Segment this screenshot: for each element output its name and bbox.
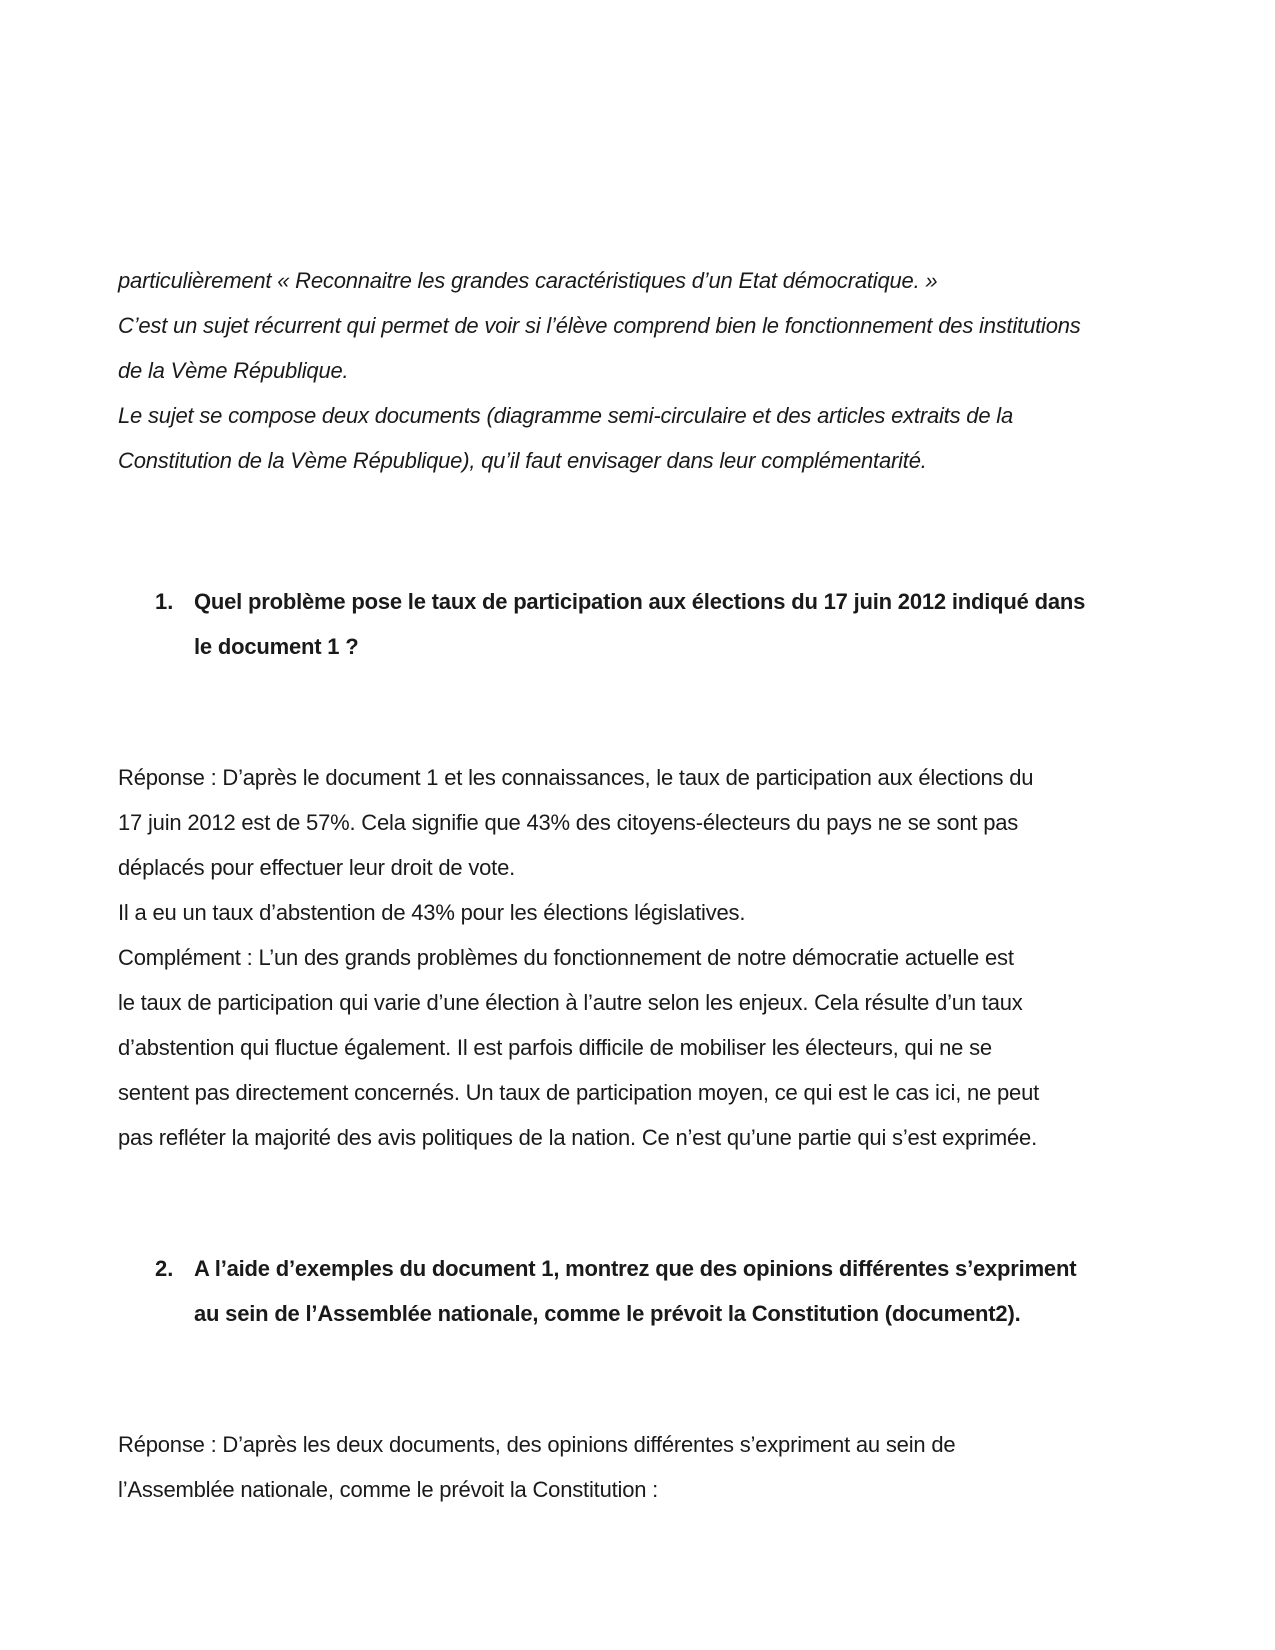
intro-line: Le sujet se compose deux documents (diagramme semi-circulaire et des articles extraits de la bbox=[118, 403, 1013, 428]
question-line: le document 1 ? bbox=[194, 634, 359, 659]
answer-line: déplacés pour effectuer leur droit de vote. bbox=[118, 855, 516, 880]
answer-line: sentent pas directement concernés. Un taux de participation moyen, ce qui est le cas ici, ne peut bbox=[118, 1080, 1040, 1105]
answer-line: Réponse : D’après les deux documents, des opinions différentes s’expriment au sein de bbox=[118, 1432, 956, 1457]
question-1 bbox=[118, 579, 1163, 669]
answer-line: 17 juin 2012 est de 57%. Cela signifie que 43% des citoyens-électeurs du pays ne se sont pas bbox=[118, 810, 1019, 835]
intro-line: particulièrement « Reconnaitre les grandes caractéristiques d’un Etat démocratique. » bbox=[118, 268, 938, 293]
question-line: au sein de l’Assemblée nationale, comme le prévoit la Constitution (document2). bbox=[194, 1301, 1021, 1326]
question-text bbox=[118, 579, 1163, 669]
answer-line: Il a eu un taux d’abstention de 43% pour les élections législatives. bbox=[118, 900, 746, 925]
question-line: Quel problème pose le taux de participation aux élections du 17 juin 2012 indiqué dans bbox=[194, 589, 1086, 614]
answer-1 bbox=[118, 755, 1163, 1160]
intro-line: de la Vème République. bbox=[118, 358, 349, 383]
answer-line: le taux de participation qui varie d’une élection à l’autre selon les enjeux. Cela résulte d’un taux bbox=[118, 990, 1023, 1015]
answer-2 bbox=[118, 1422, 1163, 1512]
question-text bbox=[118, 1246, 1163, 1336]
answer-line: Complément : L’un des grands problèmes du fonctionnement de notre démocratie actuelle est bbox=[118, 945, 1014, 970]
answer-line: pas refléter la majorité des avis politiques de la nation. Ce n’est qu’une partie qui s’est exprimée. bbox=[118, 1125, 1037, 1150]
question-number: 2. bbox=[155, 1256, 174, 1281]
intro-line: Constitution de la Vème République), qu’il faut envisager dans leur complémentarité. bbox=[118, 448, 927, 473]
question-number: 1. bbox=[155, 589, 174, 614]
intro-line: C’est un sujet récurrent qui permet de voir si l’élève comprend bien le fonctionnement des institutions bbox=[118, 313, 1081, 338]
question-2 bbox=[118, 1246, 1163, 1336]
intro-paragraph bbox=[118, 258, 1163, 483]
page-content bbox=[118, 258, 1163, 1512]
answer-line: Réponse : D’après le document 1 et les connaissances, le taux de participation aux élections du bbox=[118, 765, 1034, 790]
answer-line: l’Assemblée nationale, comme le prévoit la Constitution : bbox=[118, 1477, 659, 1502]
question-line: A l’aide d’exemples du document 1, montrez que des opinions différentes s’expriment bbox=[194, 1256, 1077, 1281]
answer-line: d’abstention qui fluctue également. Il est parfois difficile de mobiliser les électeurs, qui ne se bbox=[118, 1035, 992, 1060]
